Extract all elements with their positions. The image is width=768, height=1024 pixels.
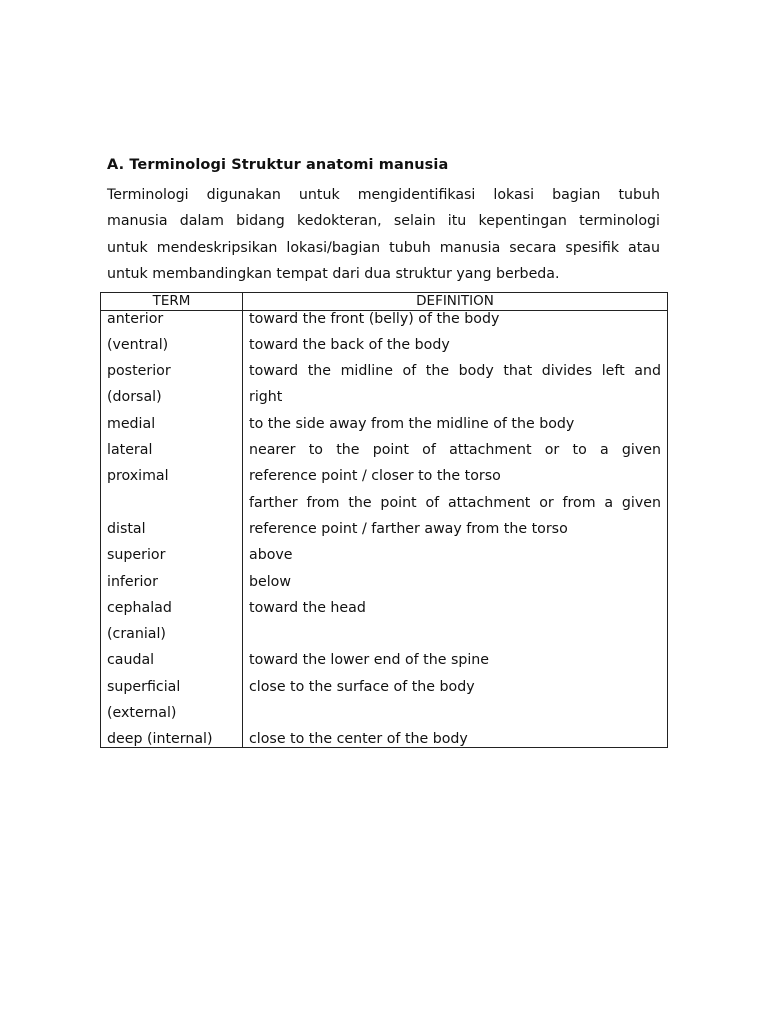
definition-cell: below (249, 573, 291, 590)
term-cell: (cranial) (107, 626, 166, 643)
term-cell: (dorsal) (107, 389, 162, 406)
definition-cell: toward the midline of the body that divides left and (249, 363, 661, 380)
term-cell: (external) (107, 705, 177, 721)
definition-column-header: DEFINITION (416, 293, 494, 309)
term-cell: cephalad (107, 599, 172, 616)
term-cell: posterior (107, 363, 171, 380)
definition-cell: farther from the point of attachment or from a given (249, 494, 661, 511)
definition-cell: right (249, 389, 283, 406)
intro-paragraph (107, 182, 660, 287)
definition-cell: toward the front (belly) of the body (249, 310, 500, 327)
term-column-header: TERM (152, 293, 191, 309)
definition-cell (249, 621, 661, 647)
intro-line: Terminologi digunakan untuk mengidentifikasi lokasi bagian tubuh (107, 187, 660, 203)
term-cell: anterior (107, 310, 164, 327)
term-cell: distal (107, 520, 146, 537)
definition-cell: nearer to the point of attachment or to a given (249, 442, 661, 458)
definition-cell: toward the lower end of the spine (249, 652, 490, 669)
definition-cell: close to the surface of the body (249, 678, 475, 695)
definition-cell: to the side away from the midline of the body (249, 415, 575, 432)
term-cell: medial (107, 415, 156, 432)
column-divider (242, 293, 243, 747)
definition-cell (249, 700, 661, 726)
definition-cell: above (249, 547, 293, 564)
term-cell: superficial (107, 678, 181, 695)
intro-line: manusia dalam bidang kedokteran, selain itu kepentingan terminologi (107, 213, 660, 230)
term-cell: caudal (107, 652, 155, 669)
definition-cell: close to the center of the body (249, 731, 468, 748)
intro-line: untuk membandingkan tempat dari dua struktur yang berbeda. (107, 265, 560, 282)
definition-cell: reference point / farther away from the torso (249, 520, 568, 537)
section-heading: A. Terminologi Struktur anatomi manusia (107, 157, 449, 173)
definition-cell: toward the back of the body (249, 336, 450, 353)
term-cell: proximal (107, 468, 169, 485)
terminology-table (100, 292, 668, 748)
term-cell: lateral (107, 442, 153, 458)
intro-line: untuk mendeskripsikan lokasi/bagian tubuh manusia secara spesifik atau (107, 239, 660, 256)
term-cell (107, 490, 239, 516)
definition-cell: toward the head (249, 599, 366, 616)
definition-cell: reference point / closer to the torso (249, 468, 501, 485)
term-cell: (ventral) (107, 336, 169, 353)
term-cell: superior (107, 547, 166, 564)
term-cell: inferior (107, 573, 158, 590)
term-cell: deep (internal) (107, 731, 213, 748)
